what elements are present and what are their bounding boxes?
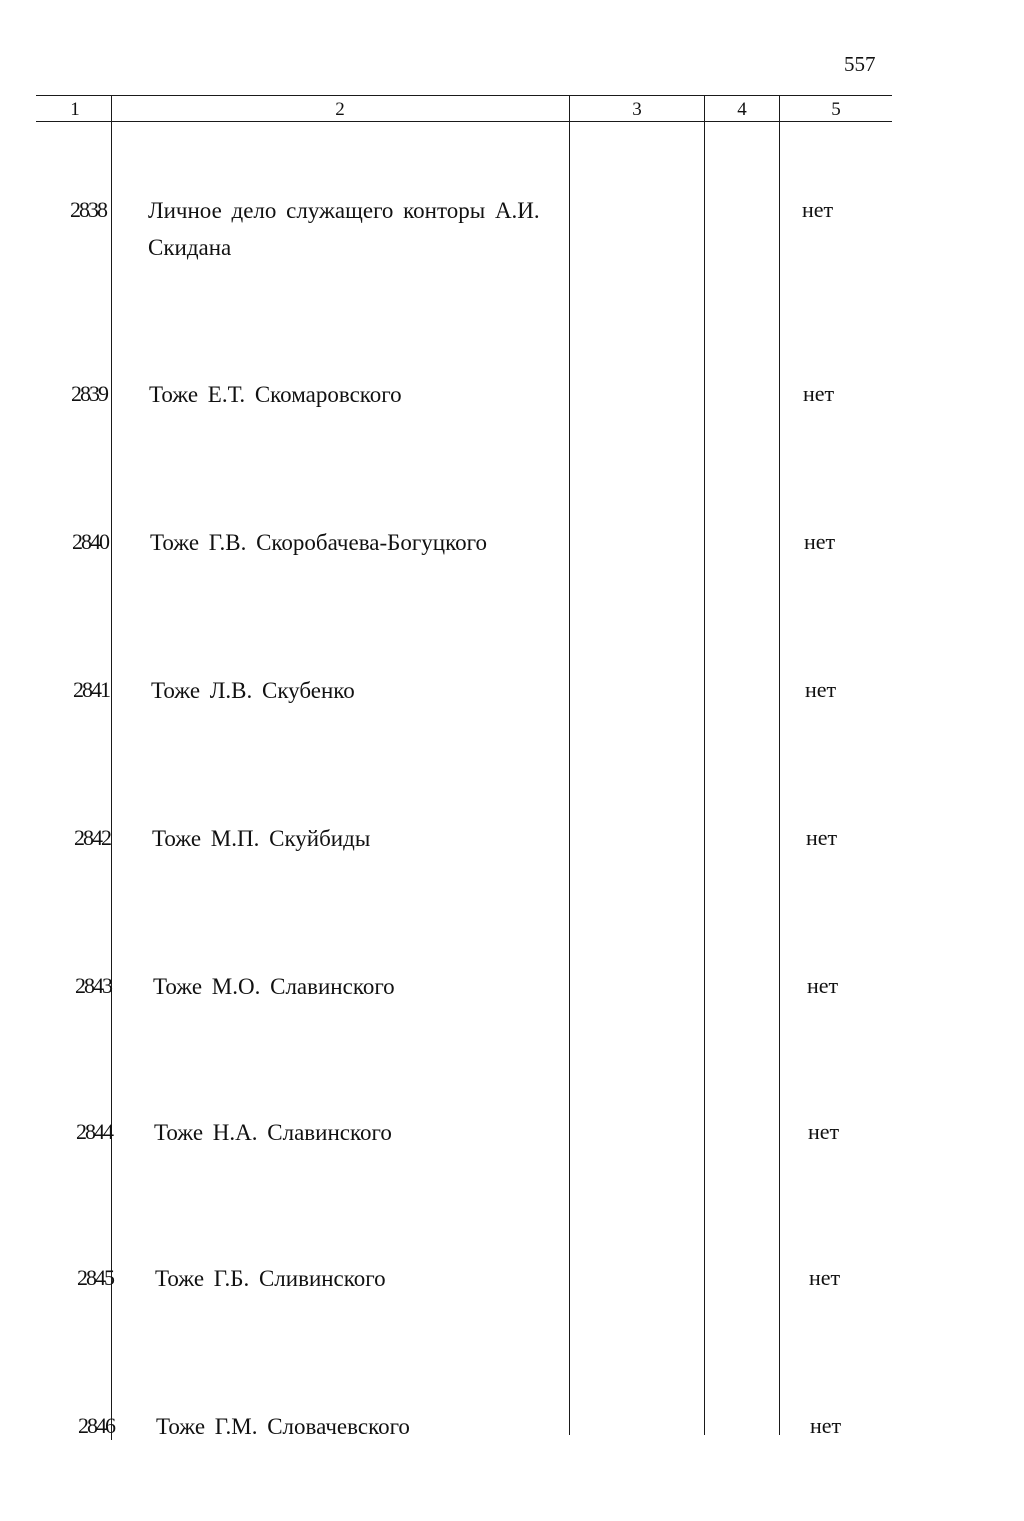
record-note: нет [809, 1265, 841, 1290]
record-description: Тоже Г.В. Скоробачева-Богуцкого [150, 530, 487, 555]
column-header-5: 5 [831, 99, 841, 120]
record-description: Личное дело служащего конторы А.И. Скидана [148, 198, 540, 260]
column-header-1: 1 [70, 99, 80, 120]
record-description: Тоже Г.Б. Сливинского [155, 1266, 386, 1291]
record-note: нет [804, 529, 836, 554]
record-number: 2846 [78, 1413, 114, 1438]
record-note: нет [805, 677, 837, 702]
record-note: нет [803, 381, 835, 406]
record-number: 2839 [71, 381, 107, 406]
record-note: нет [802, 197, 834, 222]
record-note: нет [808, 1119, 840, 1144]
record-note: нет [806, 825, 838, 850]
record-note: нет [807, 973, 839, 998]
record-description: Тоже М.О. Славинского [153, 974, 395, 999]
column-header-2: 2 [335, 99, 345, 120]
column-header-4: 4 [737, 99, 747, 120]
record-description: Тоже Н.А. Славинского [154, 1120, 392, 1145]
record-number: 2845 [77, 1265, 113, 1290]
record-description: Тоже Е.Т. Скомаровского [149, 382, 402, 407]
record-description: Тоже Г.М. Словачевского [156, 1414, 410, 1439]
column-header-3: 3 [632, 99, 642, 120]
record-number: 2838 [70, 197, 106, 222]
page-number: 557 [844, 52, 876, 76]
record-description: Тоже М.П. Скуйбиды [152, 826, 371, 851]
record-number: 2841 [73, 677, 109, 702]
record-note: нет [810, 1413, 842, 1438]
record-description: Тоже Л.В. Скубенко [151, 678, 355, 703]
record-number: 2844 [76, 1119, 112, 1144]
record-number: 2843 [75, 973, 111, 998]
record-number: 2842 [74, 825, 110, 850]
record-number: 2840 [72, 529, 108, 554]
